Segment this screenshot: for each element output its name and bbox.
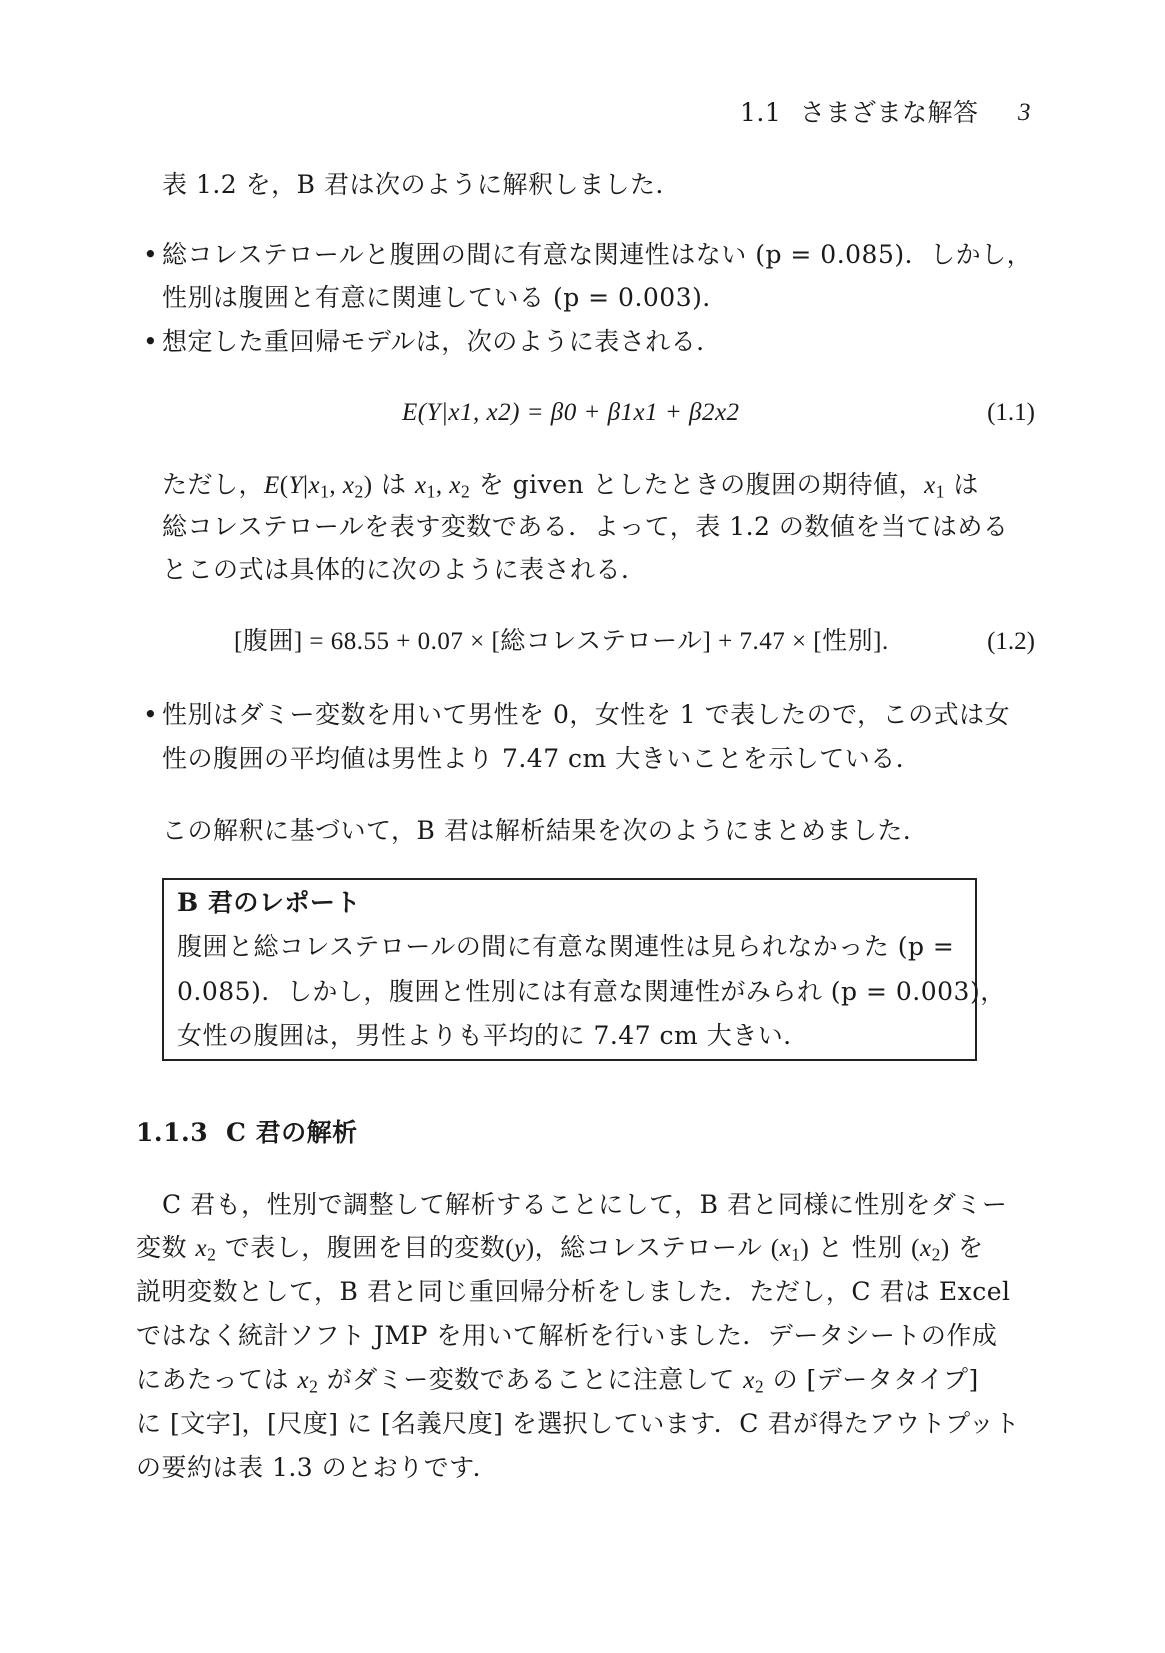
summary-intro: この解釈に基づいて，B 君は解析結果を次のようにまとめました．: [162, 816, 929, 845]
report-line-3: 女性の腹囲は，男性よりも平均的に 7.47 cm 大きい．: [177, 1021, 809, 1050]
after-eq1-line-2: 総コレステロールを表す変数である．よって，表 1.2 の数値を当てはめる: [162, 512, 1009, 541]
after-eq1-line-1: ただし，$E(Y|x_1$, $x_2$) は $x_1$, $x_2$ を given としたときの腹囲の期待値，$x_1$ は: [162, 470, 979, 502]
c-line2-text-a: 変数: [136, 1233, 188, 1262]
c-line2-text-b: で表し，腹囲を目的変数: [224, 1233, 506, 1262]
bullet-dot: •: [143, 700, 158, 729]
running-header-section-title: さまざまな解答: [800, 98, 979, 127]
c-line5-text-c: の [データタイプ]: [772, 1365, 979, 1394]
c-line2-text-d: と 性別: [817, 1233, 903, 1262]
c-paragraph-line-6: に [文字]，[尺度] に [名義尺度] を選択しています．C 君が得たアウトプット: [136, 1409, 1020, 1438]
report-line-2: 0.085)．しかし，腹囲と性別には有意な関連性がみられ (p = 0.003)，: [177, 977, 1006, 1006]
c-paragraph-line-5: にあたっては $x_2$ がダミー変数であることに注意して $x_2$ の [データタイプ]: [136, 1365, 979, 1397]
c-paragraph-line-4: ではなく統計ソフト JMP を用いて解析を行いました．データシートの作成: [136, 1321, 998, 1350]
bullet-3-line-2: 性の腹囲の平均値は男性より 7.47 cm 大きいことを示している．: [162, 744, 922, 773]
running-header-section-number: 1.1: [740, 98, 782, 127]
report-line-1: 腹囲と総コレステロールの間に有意な関連性は見られなかった (p =: [177, 932, 955, 961]
subsection-title: C 君の解析: [226, 1118, 358, 1147]
expectation-symbol: E: [264, 472, 280, 499]
c-line5-text-a: にあたっては: [136, 1365, 290, 1394]
report-title: B 君のレポート: [177, 888, 361, 917]
bullet-3-line-1: 性別はダミー変数を用いて男性を 0，女性を 1 で表したので，この式は女: [162, 700, 1011, 729]
equation-1-2-number: (1.2): [987, 628, 1035, 655]
c-paragraph-line-1: C 君も，性別で調整して解析することにして，B 君と同様に性別をダミー: [162, 1190, 1008, 1219]
bullet-2-line-1: 想定した重回帰モデルは，次のように表される．: [162, 327, 722, 356]
after-eq1-line-3: とこの式は具体的に次のように表される．: [162, 555, 647, 584]
equation-1-1-number: (1.1): [987, 399, 1035, 426]
bullet-dot: •: [143, 327, 158, 356]
c-line2-text-e: を: [958, 1233, 984, 1262]
after-eq1-text-d: は: [953, 470, 979, 499]
c-line5-text-b: がダミー変数であることに注意して: [326, 1365, 735, 1394]
after-eq1-text-c: を given としたときの腹囲の期待値，: [478, 470, 925, 499]
bullet-1-line-2: 性別は腹囲と有意に関連している (p = 0.003)．: [162, 283, 728, 312]
page-number: 3: [1018, 99, 1031, 126]
equation-1-2: [腹囲] = 68.55 + 0.07 × [総コレステロール] + 7.47 × [性別].: [234, 628, 889, 655]
subsection-number: 1.1.3: [136, 1118, 209, 1147]
c-paragraph-line-2: 変数 $x_2$ で表し，腹囲を目的変数(y)，総コレステロール $(x_1)$ と 性別 $(x_2)$ を: [136, 1233, 984, 1265]
after-eq1-text-b: は: [381, 470, 407, 499]
bullet-dot: •: [143, 240, 158, 269]
equation-1-1-text: E(Y|x1, x2) = β0 + β1x1 + β2x2: [402, 399, 740, 426]
equation-1-1: [402, 398, 740, 428]
intro-paragraph: 表 1.2 を，B 君は次のように解釈しました．: [162, 170, 681, 199]
c-paragraph-line-3: 説明変数として，B 君と同じ重回帰分析をしました．ただし，C 君は Excel: [136, 1277, 1011, 1306]
bullet-1-line-1: 総コレステロールと腹囲の間に有意な関連性はない (p = 0.085)．しかし，: [162, 240, 1033, 269]
c-paragraph-line-7: の要約は表 1.3 のとおりです．: [136, 1453, 499, 1482]
after-eq1-text-a: ただし，: [162, 470, 265, 499]
c-line2-text-c: ，総コレステロール: [534, 1233, 763, 1262]
